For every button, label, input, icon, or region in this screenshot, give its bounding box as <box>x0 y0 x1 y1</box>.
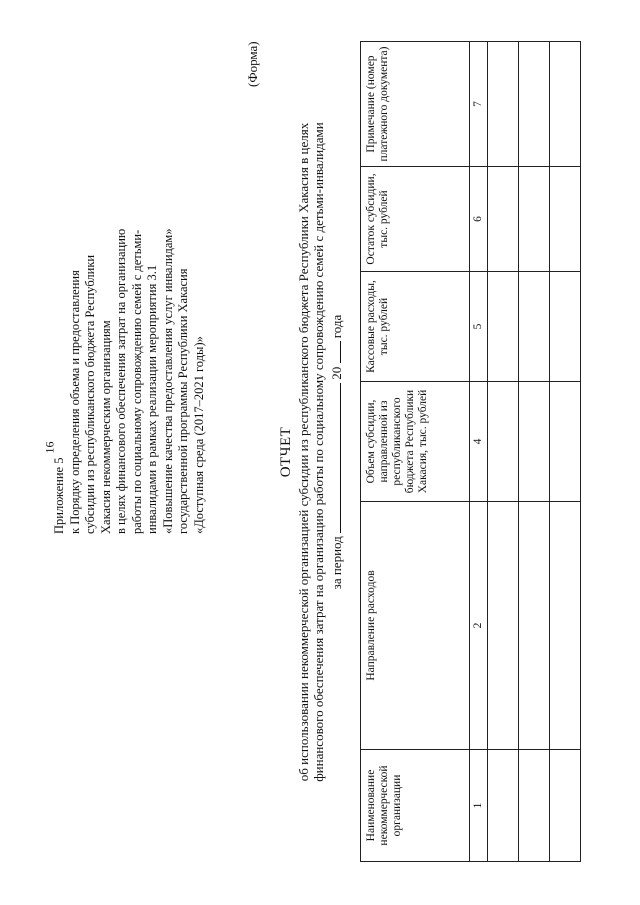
report-title: ОТЧЕТ <box>278 426 294 478</box>
header-org-name: Наименование некоммерческой организации <box>361 750 470 862</box>
header-cash-expenses: Кассовые расходы, тыс. рублей <box>361 272 470 382</box>
period-suffix: года <box>329 314 344 339</box>
report-subtitle-line: финансового обеспечения затрат на организацию работы по социальному сопровождению семей с детьми-инвалидами <box>311 122 326 782</box>
appendix-line: Приложение 5 <box>52 457 66 534</box>
report-subtitle-line: об использовании некоммерческой организацией субсидии из республиканского бюджета Республики Хакасия в целях <box>296 122 311 782</box>
report-period <box>328 22 345 882</box>
table-cell[interactable] <box>550 382 581 502</box>
appendix-line: государственной программы Республики Хакасия <box>176 268 190 534</box>
table-cell[interactable] <box>519 42 550 167</box>
appendix-line: в целях финансового обеспечения затрат на организацию <box>114 228 128 534</box>
table-cell[interactable] <box>550 502 581 750</box>
period-prefix: за период <box>329 536 344 590</box>
column-number: 6 <box>470 167 488 272</box>
report-table <box>360 41 581 862</box>
report-subtitle <box>296 22 326 882</box>
column-number: 2 <box>470 502 488 750</box>
table-row <box>519 42 550 862</box>
table-cell[interactable] <box>519 272 550 382</box>
column-number: 4 <box>470 382 488 502</box>
table-cell[interactable] <box>488 502 519 750</box>
period-year-blank[interactable] <box>328 341 341 363</box>
table-cell[interactable] <box>488 272 519 382</box>
table-cell[interactable] <box>488 750 519 862</box>
column-number: 1 <box>470 750 488 862</box>
table-cell[interactable] <box>488 382 519 502</box>
appendix-line: работы по социальному сопровождению семей с детьми- <box>129 229 144 534</box>
column-number: 7 <box>470 42 488 167</box>
column-number: 5 <box>470 272 488 382</box>
period-year-prefix: 20 <box>329 366 344 380</box>
header-note: Примечание (номер платежного документа) <box>361 42 470 167</box>
header-expense-direction: Направление расходов <box>361 502 470 750</box>
table-cell[interactable] <box>550 272 581 382</box>
column-number-row <box>470 42 488 862</box>
appendix-line: субсидии из республиканского бюджета Республики <box>83 254 97 534</box>
appendix-line: инвалидами в рамках реализации мероприятия 3.1 <box>145 264 159 534</box>
appendix-header <box>52 34 207 534</box>
table-cell[interactable] <box>488 42 519 167</box>
period-blank-field[interactable] <box>328 383 341 533</box>
table-row <box>488 42 519 862</box>
page-number: 16 <box>42 441 57 454</box>
appendix-line: «Доступная среда (2017–2021 годы)» <box>191 336 206 534</box>
header-subsidy-balance: Остаток субсидии, тыс. рублей <box>361 167 470 272</box>
table-row <box>550 42 581 862</box>
table-cell[interactable] <box>519 502 550 750</box>
table-cell[interactable] <box>519 167 550 272</box>
table-cell[interactable] <box>550 42 581 167</box>
rotated-page-content <box>40 22 600 882</box>
appendix-line: Хакасия некоммерческим организациям <box>98 320 113 534</box>
form-label: (Форма) <box>245 41 260 87</box>
header-subsidy-volume: Объем субсидии, направленной из республиканского бюджета Республики Хакасия, тыс. рублей <box>361 382 470 502</box>
table-cell[interactable] <box>519 750 550 862</box>
appendix-line: «Повышение качества предоставления услуг инвалидам» <box>160 228 175 534</box>
table-cell[interactable] <box>519 382 550 502</box>
table-cell[interactable] <box>550 167 581 272</box>
table-cell[interactable] <box>550 750 581 862</box>
appendix-line: к Порядку определения объема и предоставления <box>67 270 82 534</box>
table-cell[interactable] <box>488 167 519 272</box>
